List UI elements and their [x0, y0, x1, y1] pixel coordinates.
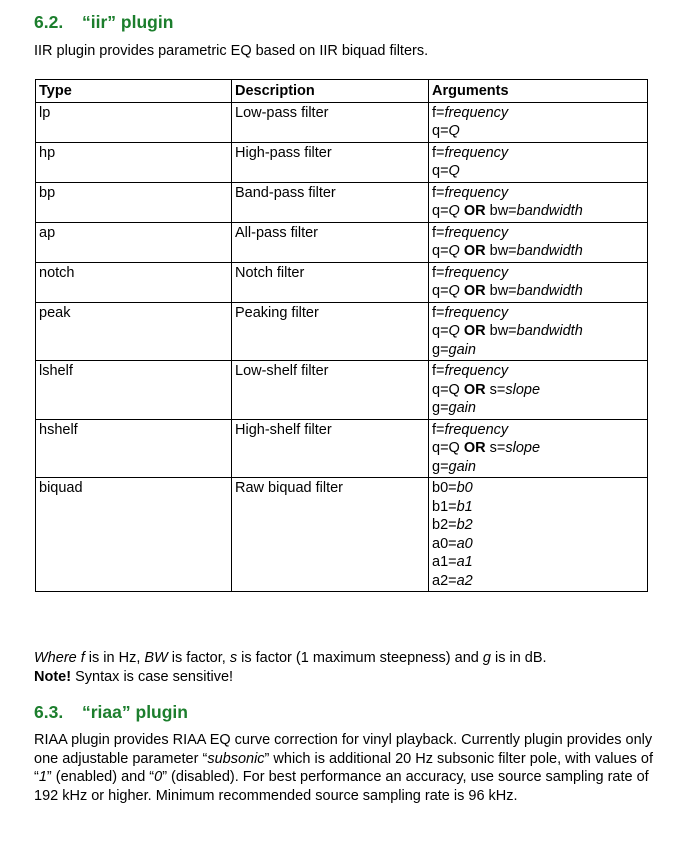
cell-description: High-pass filter	[232, 142, 429, 182]
text-run: Q	[448, 163, 460, 179]
argument-line	[432, 162, 644, 181]
text-run: q=	[432, 163, 449, 179]
text-run: b2	[456, 517, 473, 533]
argument-line	[432, 498, 644, 517]
cell-description: Notch filter	[232, 262, 429, 302]
argument-line	[432, 322, 644, 341]
text-run: bandwidth	[516, 283, 583, 299]
header-type: Type	[36, 80, 232, 103]
text-run: q=Q	[432, 381, 464, 398]
argument-line	[432, 282, 644, 301]
text-run: f=	[432, 421, 445, 438]
text-run: bandwidth	[516, 243, 583, 259]
text-run: ” (enabled) and “	[46, 769, 155, 785]
text-run: s=	[485, 381, 506, 398]
cell-arguments	[429, 361, 648, 420]
argument-line	[432, 144, 644, 163]
text-run: OR	[463, 381, 486, 398]
text-run: gain	[448, 400, 476, 416]
text-run: q=	[432, 123, 449, 139]
text-run: 1	[38, 769, 47, 785]
text-run: q=	[432, 243, 449, 259]
text-run: s	[229, 650, 238, 666]
text-run: Q	[448, 323, 460, 339]
text-run: b1=	[432, 498, 457, 515]
text-run: is factor,	[167, 650, 230, 666]
note-label: Note!	[34, 669, 72, 685]
text-run: a1	[456, 554, 473, 570]
section-intro: IIR plugin provides parametric EQ based on IIR biquad filters.	[34, 43, 429, 59]
text-run: a2	[456, 572, 473, 589]
text-run: bandwidth	[516, 203, 583, 219]
text-run: a0=	[432, 535, 457, 552]
text-run: is factor (1 maximum steepness) and	[237, 650, 483, 666]
text-run: ” which is additional 20 Hz subsonic filter pole, with values of “	[34, 750, 654, 785]
text-run: bw=	[485, 323, 517, 339]
text-run: Where	[34, 650, 81, 666]
table-note	[34, 649, 547, 687]
iir-filter-table	[35, 79, 648, 592]
argument-line	[432, 104, 644, 123]
argument-line	[432, 439, 644, 458]
text-run: f=	[432, 104, 445, 121]
text-run: f=	[432, 304, 445, 321]
cell-type: notch	[36, 262, 232, 302]
text-run: f	[80, 650, 85, 666]
text-run: a2=	[432, 572, 457, 589]
cell-arguments	[429, 302, 648, 361]
text-run: f=	[432, 184, 445, 201]
text-run: bw=	[485, 243, 517, 259]
cell-arguments	[429, 419, 648, 478]
note-units-line	[34, 649, 547, 668]
argument-line	[432, 224, 644, 243]
text-run: q=	[432, 283, 449, 299]
text-run: is in dB.	[490, 650, 547, 666]
cell-type: bp	[36, 182, 232, 222]
section-number: 6.2.	[34, 12, 64, 32]
text-run: subsonic	[207, 750, 265, 767]
text-run: gain	[448, 341, 476, 358]
table-body	[36, 102, 648, 592]
table-row	[36, 102, 648, 142]
header-description: Description	[232, 80, 429, 103]
text-run: frequency	[444, 304, 509, 321]
table-row	[36, 419, 648, 478]
text-run: frequency	[444, 144, 509, 161]
text-run: slope	[505, 440, 541, 456]
text-run: OR	[463, 243, 486, 259]
text-run: frequency	[444, 184, 509, 201]
text-run: Q	[448, 203, 460, 219]
text-run: g=	[432, 458, 449, 475]
table-row	[36, 142, 648, 182]
text-run: ” (disabled). For best performance an accuracy, use source sampling rate of 192 kHz or higher. Minimum recommended source sampling rate is 96 kHz.	[34, 769, 649, 804]
text-run: Q	[448, 283, 460, 299]
argument-line	[432, 304, 644, 323]
cell-arguments	[429, 102, 648, 142]
text-run: g=	[432, 400, 449, 416]
text-run: g	[482, 650, 491, 666]
section-heading-riaa	[34, 702, 188, 723]
cell-description: All-pass filter	[232, 222, 429, 262]
argument-line	[432, 184, 644, 203]
cell-description: Band-pass filter	[232, 182, 429, 222]
argument-line	[432, 202, 644, 221]
text-run: BW	[144, 650, 168, 666]
section-heading-iir	[34, 12, 173, 33]
text-run: slope	[505, 381, 541, 398]
text-run: f=	[432, 144, 445, 161]
text-run: q=Q	[432, 440, 464, 456]
table-row	[36, 222, 648, 262]
note-text: Syntax is case sensitive!	[71, 669, 234, 685]
argument-line	[432, 122, 644, 141]
cell-type: lp	[36, 102, 232, 142]
text-run: gain	[448, 458, 476, 475]
cell-arguments	[429, 142, 648, 182]
section-title: “iir” plugin	[82, 12, 174, 32]
text-run: frequency	[444, 363, 509, 379]
cell-description: Peaking filter	[232, 302, 429, 361]
cell-type: hp	[36, 142, 232, 182]
cell-description: Low-shelf filter	[232, 361, 429, 420]
table-row	[36, 262, 648, 302]
argument-line	[432, 553, 644, 572]
table-header-row	[36, 80, 648, 103]
text-run: q=	[432, 203, 449, 219]
argument-line	[432, 421, 644, 440]
text-run: b0	[456, 480, 473, 496]
header-arguments: Arguments	[429, 80, 648, 103]
argument-line	[432, 362, 644, 381]
argument-line	[432, 381, 644, 400]
cell-arguments	[429, 262, 648, 302]
text-run: is in Hz,	[84, 650, 145, 666]
text-run: Q	[448, 243, 460, 259]
table-row	[36, 478, 648, 592]
argument-line	[432, 535, 644, 554]
table-row	[36, 302, 648, 361]
text-run: s=	[485, 440, 506, 456]
text-run: bw=	[485, 283, 517, 299]
text-run: f=	[432, 264, 445, 281]
text-run: f=	[432, 363, 445, 379]
riaa-paragraph	[34, 731, 659, 805]
text-run: b1	[456, 498, 473, 515]
cell-description: Raw biquad filter	[232, 478, 429, 592]
argument-line	[432, 264, 644, 283]
text-run: frequency	[444, 421, 509, 438]
text-run: a0	[456, 535, 473, 552]
cell-description: High-shelf filter	[232, 419, 429, 478]
table-row	[36, 361, 648, 420]
argument-line	[432, 341, 644, 360]
text-run: OR	[463, 203, 486, 219]
argument-line	[432, 516, 644, 535]
text-run: b2=	[432, 517, 457, 533]
argument-line	[432, 399, 644, 418]
text-run: b0=	[432, 480, 457, 496]
cell-type: biquad	[36, 478, 232, 592]
section-number: 6.3.	[34, 702, 64, 722]
argument-line	[432, 572, 644, 591]
text-run: f=	[432, 224, 445, 241]
table-row	[36, 182, 648, 222]
text-run: OR	[463, 283, 486, 299]
argument-line	[432, 242, 644, 261]
text-run: frequency	[444, 224, 509, 241]
argument-line	[432, 458, 644, 477]
text-run: bandwidth	[516, 323, 583, 339]
note-syntax-line	[34, 668, 547, 687]
cell-description: Low-pass filter	[232, 102, 429, 142]
text-run: 0	[154, 769, 163, 785]
cell-arguments	[429, 478, 648, 592]
text-run: q=	[432, 323, 449, 339]
cell-type: peak	[36, 302, 232, 361]
cell-type: ap	[36, 222, 232, 262]
cell-arguments	[429, 222, 648, 262]
text-run: g=	[432, 341, 449, 358]
text-run: OR	[463, 323, 486, 339]
argument-line	[432, 479, 644, 498]
text-run: Q	[448, 123, 460, 139]
cell-type: hshelf	[36, 419, 232, 478]
text-run: RIAA plugin provides RIAA EQ curve correction for vinyl playback. Currently plugin provides only one adjustable parameter “	[34, 732, 653, 767]
text-run: frequency	[444, 264, 509, 281]
text-run: frequency	[444, 104, 509, 121]
text-run: bw=	[485, 203, 517, 219]
text-run: OR	[463, 440, 486, 456]
cell-arguments	[429, 182, 648, 222]
section-title: “riaa” plugin	[82, 702, 188, 722]
cell-type: lshelf	[36, 361, 232, 420]
text-run: a1=	[432, 554, 457, 570]
